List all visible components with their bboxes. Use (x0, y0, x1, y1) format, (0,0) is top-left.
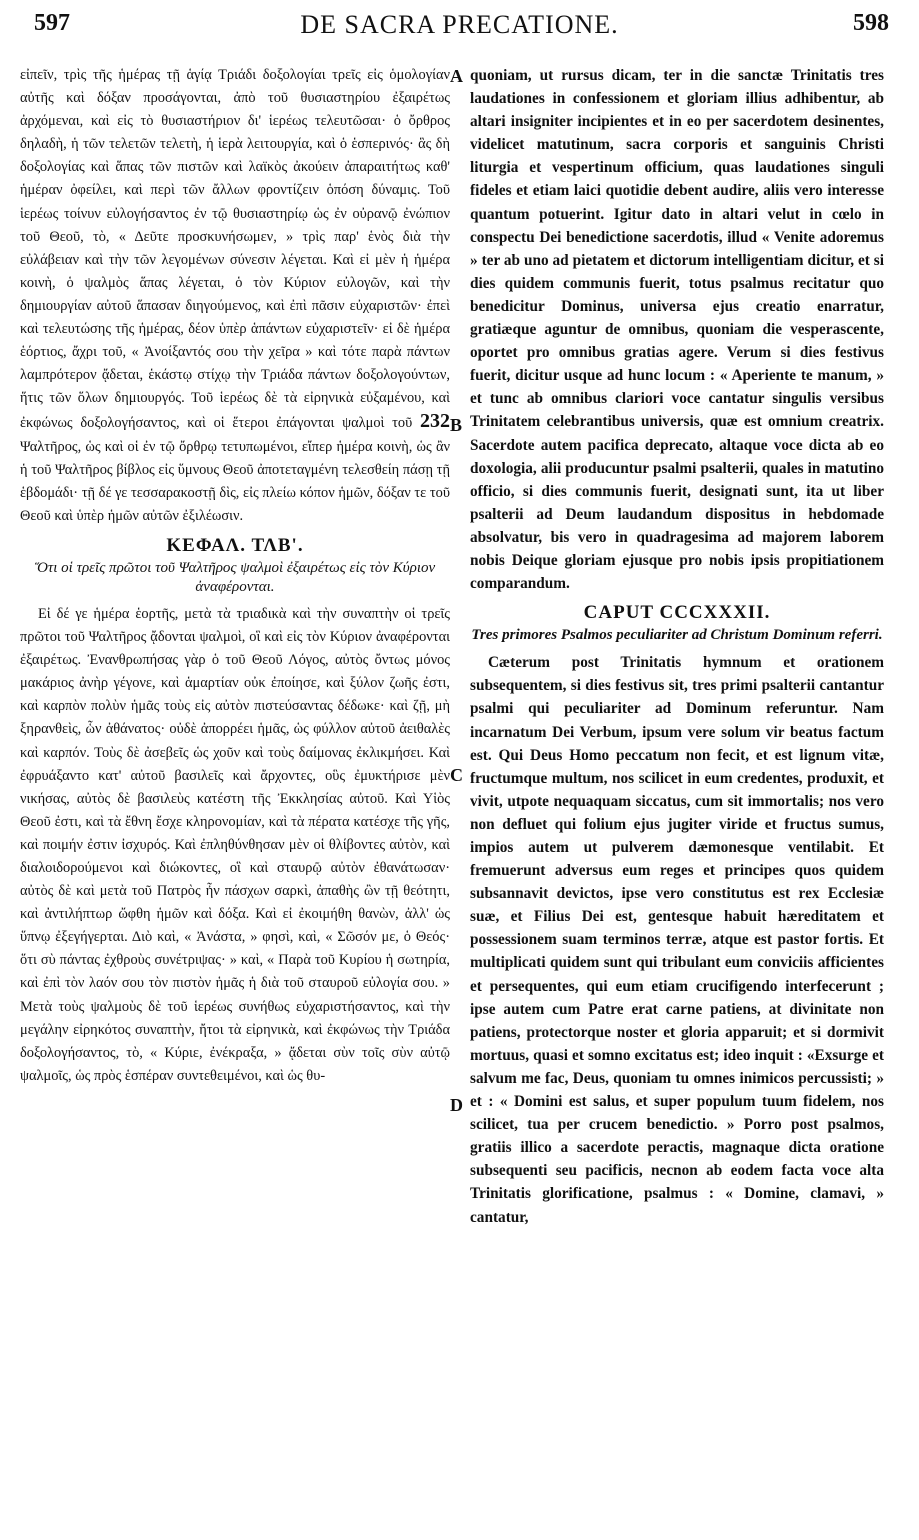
latin-column (470, 64, 884, 1510)
greek-column (20, 64, 450, 1510)
greek-paragraph-2: Εἰ δέ γε ἡμέρα ἑορτῆς, μετὰ τὰ τριαδικὰ καὶ τὴν συναπτὴν οἱ τρεῖς πρῶτοι τοῦ Ψαλτῆρος ᾄδονται ψαλμοὶ, οἳ καὶ εἰς τὸν Κύριον ἀναφέρονται ἐξαιρέτως. Ἐνανθρωπήσας γὰρ ὁ τοῦ Θεοῦ Λόγος, αὐτὸς ὄντως μόνος μακάριος ἀνὴρ γέγονε, καὶ ἁμαρτίαν οὐκ ἐποίησε, καὶ ξύλον ζωῆς ἐστι, καὶ καρπὸν πολὺν ἡμᾶς τοὺς εἰς αὐτὸν πιστεύσαντας δέδωκε· καὶ ζῇ, μὴ ξηρανθεὶς, ὧν ἀθάνατος· οὐδὲ ἀπορρέει ἡμᾶς, ὡς φύλλον αὐτοῦ ἀειθαλὲς καὶ καρπόν. Τοὺς δὲ ἀσεβεῖς ὡς χοῦν καὶ τοὺς δαίμονας ἐκλικμήσει. Καὶ ἐφρυάξαντο κατ' αὐτοῦ βασιλεῖς καὶ ἄρχοντες, οὓς ἐμυκτήρισε μὲν νικήσας, αὐτὸς δὲ βασιλεὺς κατέστη τῆς Ἐκκλησίας αὐτοῦ. Καὶ Υἱὸς Θεοῦ ἐστι, καὶ τὰ ἔθνη ἔσχε κληρονομίαν, καὶ τὰ πέρατα κατέσχε τῆς γῆς, καὶ ποιμήν ἐστιν ἰσχυρός. Καὶ ἐπληθύνθησαν μὲν οἱ θλίβοντες αὐτὸν, καὶ διαλοιδορούμενοι καὶ διώκοντες, οἳ καὶ σταυρῷ αὐτὸν ἐθανάτωσαν· αὐτὸς δὲ καὶ μετὰ τοῦ Πατρὸς ἦν πάσχων σαρκὶ, ἀπαθὴς ὢν τῇ θεότητι, καὶ ἀντιλήπτωρ ὤφθη ἡμῶν καὶ δόξα. Καὶ εἰ ἐκοιμήθη θανὼν, ἀλλ' ὡς ὕπνῳ ἐξεγήγερται. Διὸ καὶ, « Ἀνάστα, » φησὶ, καὶ, « Σῶσόν με, ὁ Θεός· ὅτι σὺ πάντας ἐχθροὺς συνέτριψας· » καὶ, « Παρὰ τοῦ Κυρίου ἡ σωτηρία, καὶ ἐπὶ τὸν λαόν σου τὸν πιστὸν ἡμᾶς ἡ διὰ τοῦ σταυροῦ εὐλογία σου. » Μετὰ τοὺς ψαλμοὺς δὲ τοῦ ἱερέως συνήθως εὐχαριστήσαντος, καὶ τὴν μεγάλην εἰρηκότος συναπτὴν, ἤτοι τὰ εἰρηνικὰ, καὶ ἐκφώνως τὴν Τριάδα δοξολογήσαντος, τὸ, « Κύριε, ἐνέκραξα, » ᾄδεται σὺν τοῖς σὺν αὐτῷ ψαλμοῖς, ὡς πρὸς ἑσπέραν συντεθειμένοι, καὶ ὡς θυ- (20, 605, 450, 1084)
latin-chapter-subtitle: Tres primores Psalmos peculiariter ad Christum Dominum referri. (471, 627, 883, 644)
page-number-right: 598 (853, 10, 889, 36)
latin-paragraph-2: Cæterum post Trinitatis hymnum et orationem subsequentem, si dies festivus sit, tres primi psalterii cantantur psalmi qui peculiariter ad Dominum referuntur. Nam incarnatum Dei Verbum, ipsum vere solum vir beatus factum est. Qui Deus Homo peccatum non fecit, et est lignum vitæ, fructumque multum, nos scilicet in eum credentes, produxit, et vivit, utpote nequaquam siccatus, cum sit immortalis; nos vero non defluet qui folium ejus jugiter viride et fructus sumus, impios autem ut pulverem dæmonesque ventilabit. Et fremuerunt adversus eum reges et principes quos quidem subsannavit devictos, ipse vero constitutus est rex Ecclesiæ suæ, et Filius Dei est, gentesque habuit hæreditatem et possessionem suam terminos terræ, atque est pastor fortis. Et multiplicati quidem sunt qui tribulant eum conviciis afficientes et persequentes, qui eum etiam crucifigendo interfecerunt ; ipse autem cum Patre erat carne patiens, at divinitate non patiens, protectorque noster et gloria apparuit; et si dormivit mortuus, quasi et somno excitatus est; ideo inquit : «Exsurge et salvum me fac, Deus, quoniam tu omnes inimicos percussisti; » et : « Domini est salus, et super populum tuum fidelem, nos scilicet, tua per crucem benedictio. » Porro post psalmos, gratiis illico a sacerdote peractis, magnaque dicta oratione subsequenti seu pacificis, necnon ab eodem facta voce alta Trinitatis glorificatione, psalmus : « Domine, clamavi, » cantatur, (470, 654, 884, 1226)
greek-chapter-heading: ΚΕΦΑΛ. ΤΛΒ'. (166, 534, 304, 556)
running-title: DE SACRA PRECATIONE. (300, 10, 619, 39)
greek-paragraph-1 (20, 64, 450, 528)
margin-letter-c: C (450, 765, 463, 785)
column-number: 232 (420, 410, 450, 433)
latin-chapter-heading: CAPUT CCCXXXII. (583, 602, 771, 624)
page-number-left: 597 (34, 10, 70, 36)
latin-paragraph-1: quoniam, ut rursus dicam, ter in die sanctæ Trinitatis tres laudationes in confessionem et gloriam illius adhibentur, ab altari insigniter incipientes et in eo per sacerdotem desinentes, videlicet matutinum, sacra corporis et sanguinis Christi liturgia et vespertinum officium, quas laudationes singuli fideles et etiam laici quotidie debent audire, aliis vero interesse quantum potuerint. Igitur dato in altari velut in cœlo in conspectu Dei benedictione sacerdotis, illud « Venite adoremus » ter ab uno ad pietatem et dictorum intelligentiam dicitur, et si dies quidem communis fuerit, totus psalmus recitatur quo benedicitur Dominus, universa ejus creatio enarratur, gratiæque aguntur de omnibus, quoniam die vesperascente, oportet pro omnibus gratias agere. Verum si dies festivus fuerit, dicitur usque ad hunc locum : « Aperiente te manum, » et tunc ab omnibus clariori voce cantatur singulis versibus Trinitatem celebrantibus universis, quæ est omnium creatrix. Sacerdote autem pacifica deprecato, altaque voce dicta ab eo doxologia, alii producuntur psalmi psalterii, quales in matutino officio, si dies communis fuerit, designati sunt, ita ut liber psalterii ad Deum laudandum dispositus in hebdomade absolvatur, bis vero in quadragesima ad majorem laborem nobis Deique gloriam ejusque pro nobis ipsis propitiationem comparandum. (470, 67, 884, 593)
greek-chapter-subtitle: Ὅτι οἱ τρεῖς πρῶτοι τοῦ Ψαλτῆρος ψαλμοὶ ἐξαιρέτως εἰς τὸν Κύριον ἀναφέρονται. (34, 559, 436, 595)
greek-text-1b: Ψαλτῆρος, ὡς καὶ οἱ ἐν τῷ ὄρθρῳ τετυπωμένοι, εἴπερ ἡμέρα κοινὴ, ὡς ἂν ἡ τοῦ Ψαλτῆρος βίβλος εἰς ὕμνους Θεοῦ ἀποτεταγμένη τελεσθείη πάσῃ τῇ ἑβδομάδι· τῇ δέ γε τεσσαρακοστῇ δὶς, εἰς πλείω κόπον ἡμῶν, δόξαν τε τοῦ Θεοῦ καὶ ὑπὲρ ἡμῶν αὐτῶν ἐξιλέωσιν. (20, 438, 450, 524)
running-header (20, 10, 899, 50)
margin-letter-b: B (450, 415, 463, 435)
margin-letter-a: A (450, 66, 463, 86)
greek-text-1a: εἰπεῖν, τρὶς τῆς ἡμέρας τῇ ἁγίᾳ Τριάδι δοξολογίαι τρεῖς εἰς ὁμολογίαν αὐτῆς καὶ δόξαν προσάγονται, ἀπὸ τοῦ θυσιαστηρίου ἐξαιρέτως ἀρχόμεναι, καὶ εἰς τὸ θυσιαστήριον δι' ἱερέως τελευτῶσαι· ὁ ὄρθρος δηλαδὴ, ἡ τῶν τελετῶν τελετὴ, ἡ ἱερὰ λειτουργία, καὶ ὁ ἑσπερινός· ἃς δὴ δοξολογίας καὶ ἅπας τῶν πιστῶν καὶ λαϊκὸς ἀκούειν ἀπαραιτήτως καθ' ἡμέραν ὀφείλει, καὶ περὶ τῶν ἄλλων φροντίζειν ὁπόση δύναμις. Τοῦ ἱερέως τοίνυν εὐλογήσαντος ἐν τῷ θυσιαστηρίῳ ὡς ἐν οὐρανῷ ἐνώπιον τοῦ Θεοῦ, τὸ, « Δεῦτε προσκυνήσωμεν, » τρὶς παρ' ἑνὸς διὰ τὴν εὐλάβειαν καὶ τὴν τῶν λεγομένων σύνεσιν λέγεται. Καὶ εἰ μὲν ἡ ἡμέρα κοινὴ, ὁ ψαλμὸς ἅπας λέγεται, ὁ τὸν Κύριον εὐλογῶν, καὶ τὴν δημιουργίαν αὐτοῦ ἅπασαν διηγούμενος, καὶ ἐπὶ πᾶσιν εὐχαριστῶν· ἐπεὶ καὶ τελευτώσης τῆς ἡμέρας, δέον ὑπὲρ ἁπάντων εὐχαριστεῖν· εἰ δὲ ἡμέρα ἑόρτιος, ἄχρι τοῦ, « Ἀνοίξαντός σου τὴν χεῖρα » καὶ τότε παρὰ πάντων λαμπρότερον ᾄδεται, ἑκάστῳ στίχῳ τὴν Τριάδα πάντων δοξολογούντων, ἥτις τῶν ὅλων δημιουργός. Τοῦ ἱερέως δὲ τὰ εἰρηνικὰ εὐξαμένου, καὶ ἐκφώνως δοξολογήσαντος, καὶ οἱ ἕτεροι ἐπάγονται ψαλμοὶ τοῦ (20, 67, 450, 432)
margin-letter-d: D (450, 1095, 463, 1115)
